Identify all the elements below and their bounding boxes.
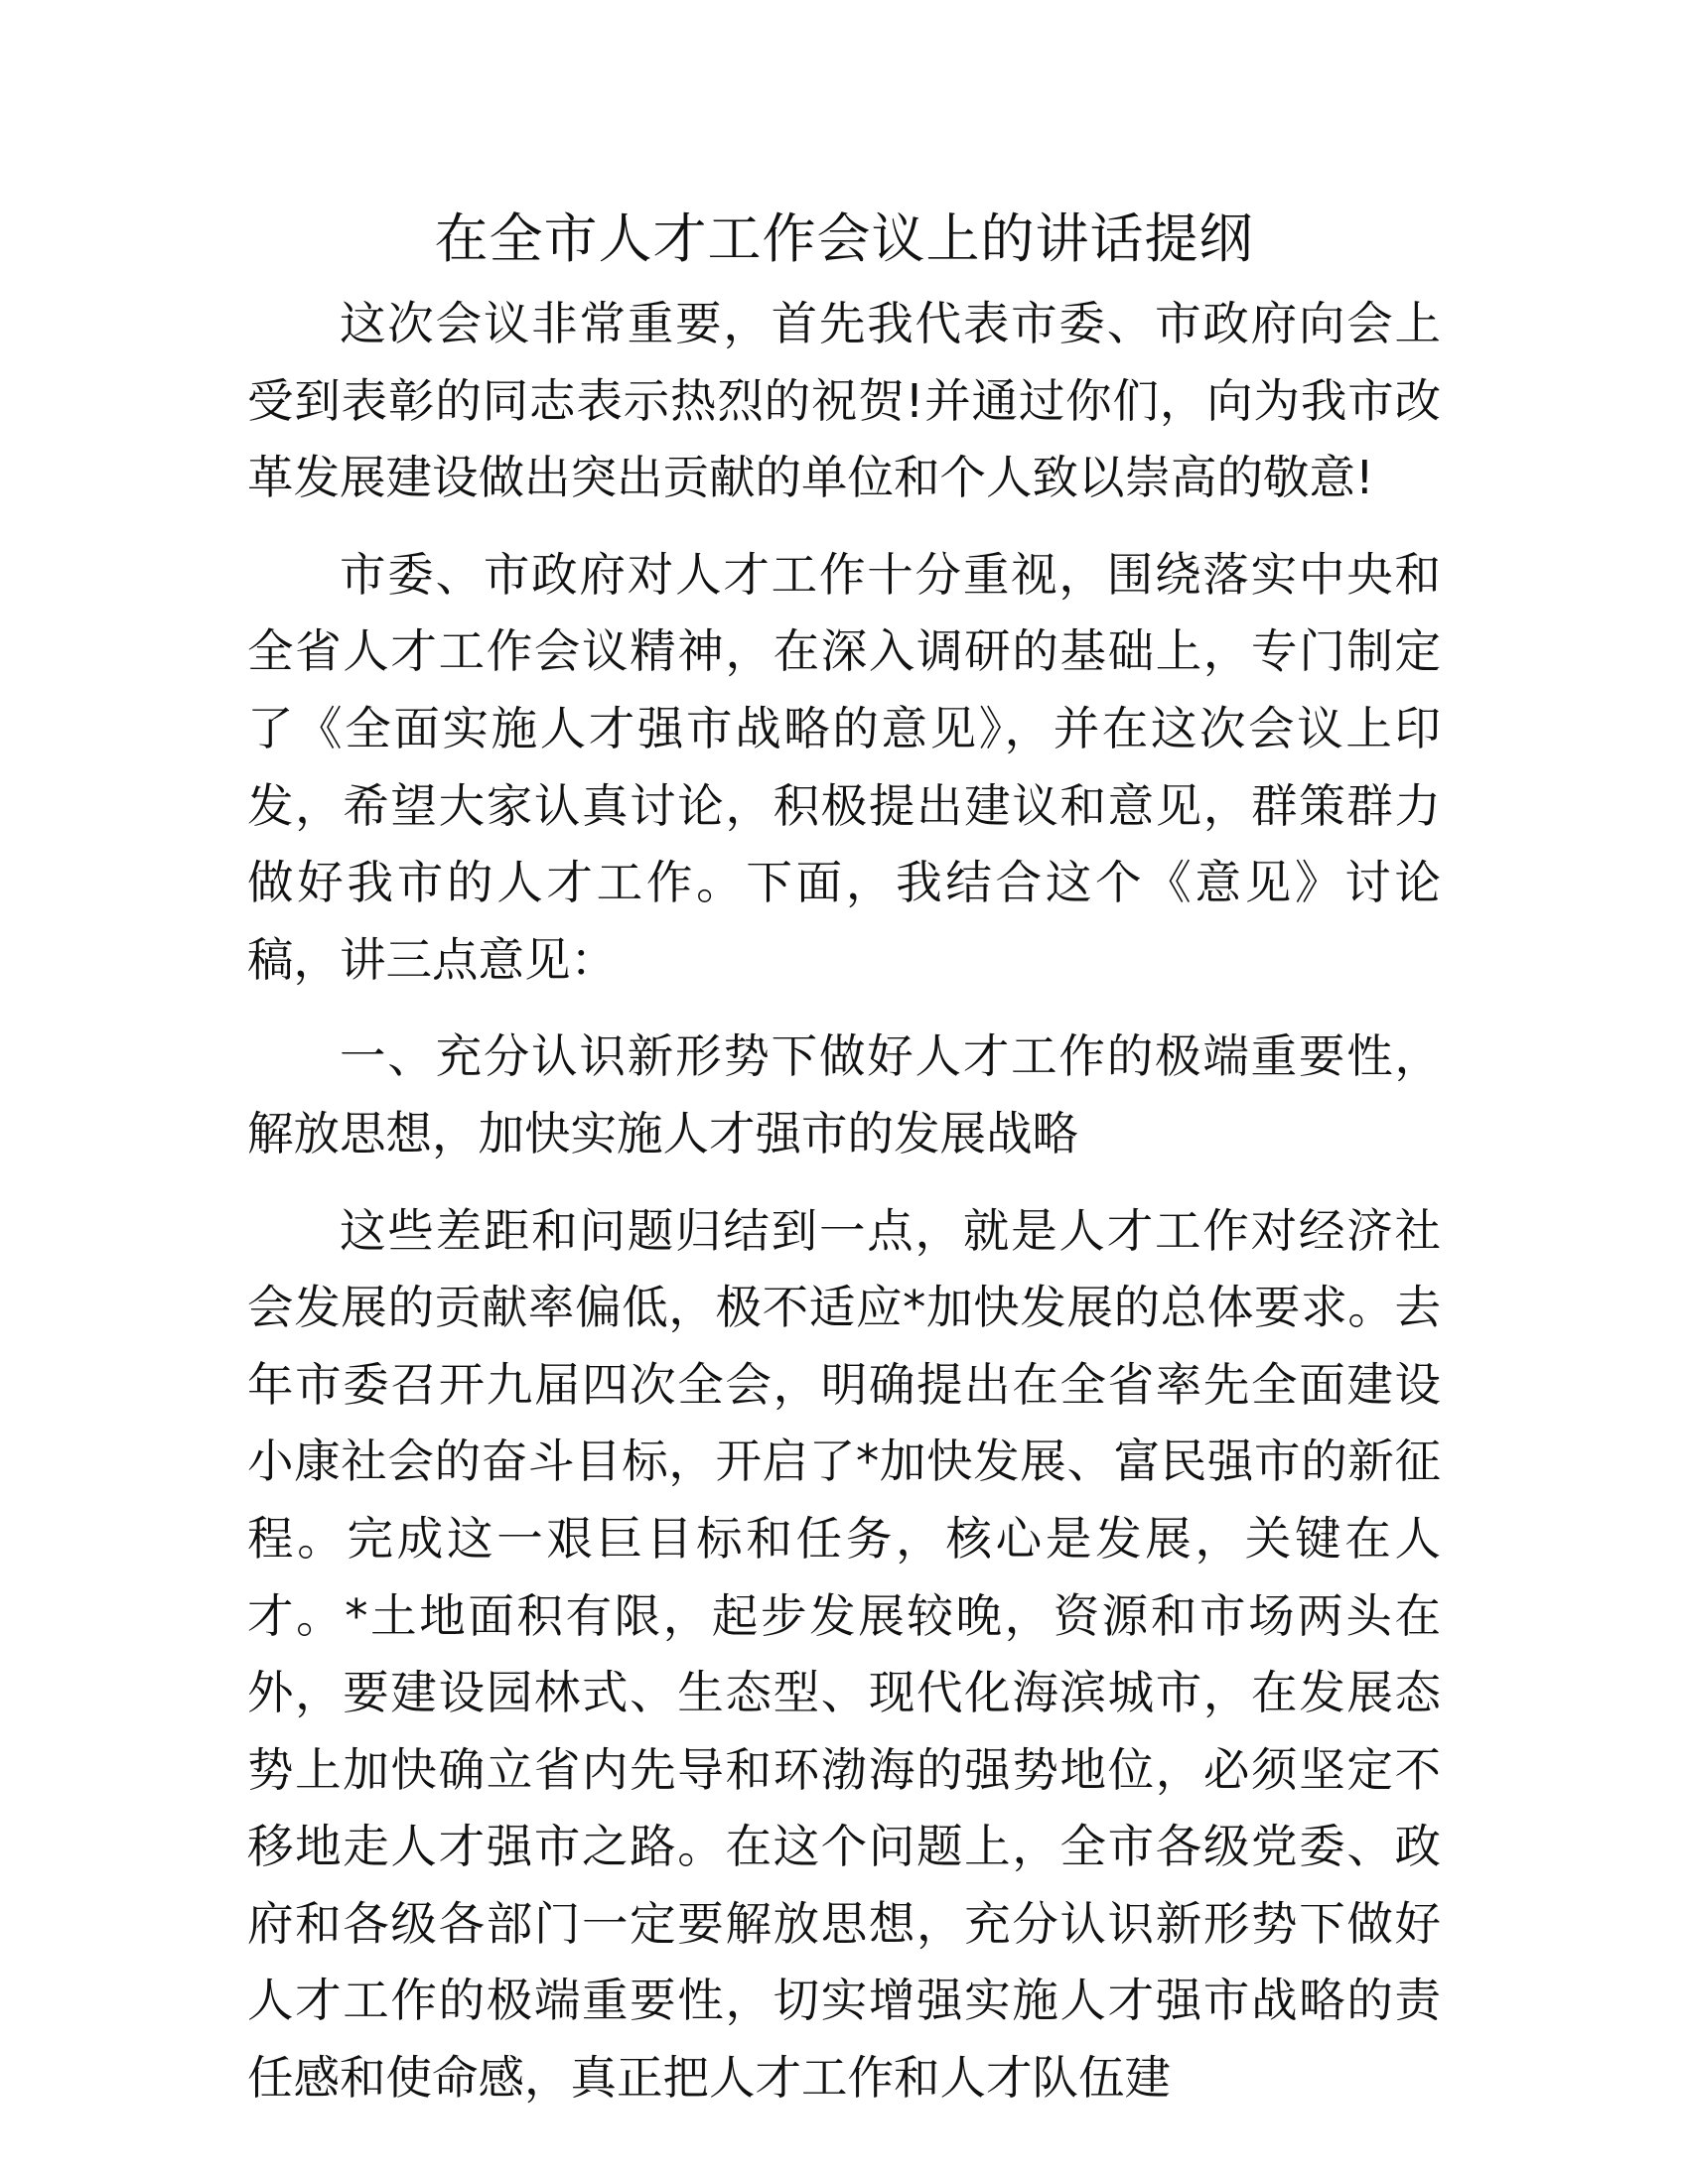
paragraph-body: 这些差距和问题归结到一点，就是人才工作对经济社会发展的贡献率偏低，极不适应*加快发展的总体要求。去年市委召开九届四次全会，明确提出在全省率先全面建设小康社会的奋斗目标，开启了*加快发展、富民强市的新征程。完成这一艰巨目标和任务，核心是发展，关键在人才。*土地面积有限，起步发展较晚，资源和市场两头在外，要建设园林式、生态型、现代化海滨城市，在发展态势上加快确立省内先导和环渤海的强势地位，必须坚定不移地走人才强市之路。在这个问题上，全市各级党委、政府和各级各部门一定要解放思想，充分认识新形势下做好人才工作的极端重要性，切实增强实施人才强市战略的责任感和使命感，真正把人才工作和人才队伍建	[247, 1203, 1441, 2106]
paragraph-opening: 这次会议非常重要，首先我代表市委、市政府向会上受到表彰的同志表示热烈的祝贺!并通过你们，向为我市改革发展建设做出突出贡献的单位和个人致以崇高的敬意!	[247, 297, 1441, 505]
section-heading-one: 一、充分认识新形势下做好人才工作的极端重要性，解放思想，加快实施人才强市的发展战略	[247, 1029, 1441, 1160]
paragraph-intro: 市委、市政府对人才工作十分重视，围绕落实中央和全省人才工作会议精神，在深入调研的基础上，专门制定了《全面实施人才强市战略的意见》，并在这次会议上印发，希望大家认真讨论，积极提出建议和意见，群策群力做好我市的人才工作。下面，我结合这个《意见》讨论稿，讲三点意见：	[247, 547, 1441, 987]
document-title: 在全市人才工作会议上的讲话提纲	[434, 207, 1254, 270]
document-body	[247, 195, 1441, 2137]
